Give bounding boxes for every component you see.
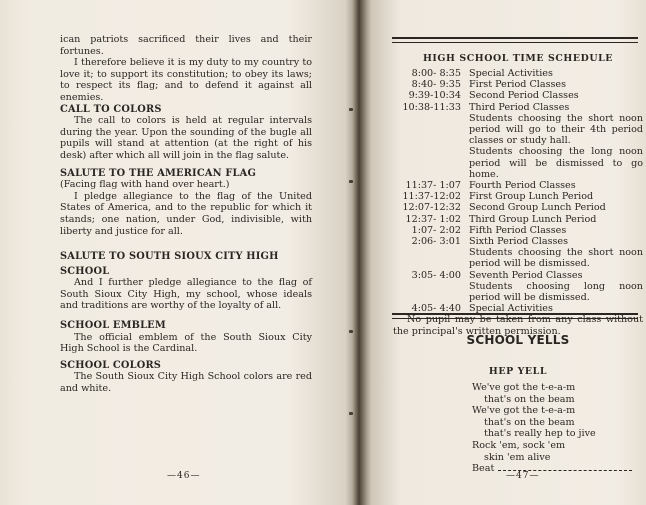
schedule-time: 3:05- 4:00: [411, 269, 461, 281]
top-rule-thin: [392, 42, 638, 43]
schedule-time: 1:07- 2:02: [411, 224, 461, 236]
salute-flag-text: I pledge allegiance to the flag of the United States of America, and to the republic for which it stands; one nation, under God, indivisible, with liberty and justice for all.: [60, 190, 312, 237]
schedule-event: Sixth Period Classes: [469, 236, 569, 248]
book-gutter: [352, 0, 366, 505]
salute-flag-subheading: (Facing flag with hand over heart.): [60, 179, 230, 191]
page-number-right: —47—: [506, 471, 540, 481]
page-number-left: —46—: [167, 471, 201, 481]
schedule-event: First Group Lunch Period: [469, 191, 594, 203]
call-to-colors-text: The call to colors is held at regular intervals during the year. Upon the sounding of the bugle all pupils will stand at attention (at the right of his desk) after which all will join in the flag salute.: [60, 115, 312, 161]
heading-salute-flag: SALUTE TO THE AMERICAN FLAG: [60, 167, 257, 179]
schedule-time: [393, 247, 469, 269]
schedule-event: Special Activities: [469, 68, 553, 79]
schedule-time: 8:40- 9:35: [411, 79, 461, 91]
schedule-event: Students choosing the short noon period will be dismissed.: [469, 247, 643, 270]
schedule-event: Third Group Lunch Period: [469, 213, 597, 225]
schedule-event: Students choosing the long noon period will be dismissed to go home.: [469, 146, 643, 180]
schedule-row: [393, 180, 643, 191]
schedule-row: [393, 236, 643, 247]
schedule-time: 9:39-10:34: [408, 90, 461, 102]
hep-yell-lyrics: [472, 382, 632, 475]
hep-yell-title: HEP YELL: [488, 366, 548, 377]
schedule-time: [393, 113, 469, 147]
schedule-event: First Period Classes: [469, 79, 567, 91]
schedule-row: [393, 68, 643, 79]
schedule-row: [393, 225, 643, 236]
binding-mark: [349, 108, 353, 111]
yell-line: that's on the beam: [484, 416, 575, 428]
yell-line: We've got the t-e-a-m: [472, 382, 576, 393]
schedule-title: HIGH SCHOOL TIME SCHEDULE: [422, 53, 614, 64]
left-page-text: [60, 34, 312, 395]
schedule-time: [393, 281, 469, 303]
school-emblem-text: The official emblem of the South Sioux City High School is the Cardinal.: [60, 331, 312, 355]
yell-line: Rock 'em, sock 'em: [472, 439, 566, 451]
schedule-row: [393, 191, 643, 202]
schedule-event: Second Period Classes: [469, 90, 579, 102]
top-rule: [392, 37, 638, 39]
schedule-row: [393, 79, 643, 90]
schedule-event: Seventh Period Classes: [469, 269, 583, 281]
schedule-event: Third Period Classes: [469, 101, 570, 113]
paragraph-creed: I therefore believe it is my duty to my country to love it; to support its constitution; to obey its laws; to respect its flag; and to defend it against all enemies.: [60, 57, 312, 103]
yell-line: skin 'em alive: [484, 451, 551, 463]
schedule-row: [393, 90, 643, 101]
schedule-event: Special Activities: [469, 303, 553, 315]
schedule-row: [393, 214, 643, 225]
schedule-event: Fourth Period Classes: [469, 180, 576, 192]
schedule-time: [393, 146, 469, 180]
middle-rule-thin: [392, 318, 638, 319]
schedule-row: [393, 247, 643, 269]
schedule-event: Students choosing long noon period will be dismissed.: [469, 280, 643, 304]
heading-salute-school: SALUTE TO SOUTH SIOUX CITY HIGH: [60, 251, 279, 263]
schedule-time: 2:06- 3:01: [411, 236, 461, 248]
binding-mark: [349, 180, 353, 183]
yell-line-text: Beat: [472, 463, 495, 475]
schedule-row: [393, 146, 643, 180]
schedule-time: 4:05- 4:40: [411, 303, 461, 315]
binding-mark: [349, 330, 353, 333]
schedule-time: 8:00- 8:35: [411, 68, 461, 79]
school-colors-text: The South Sioux City High School colors are red and white.: [60, 371, 312, 395]
schedule-time: 12:07-12:32: [402, 202, 461, 214]
yell-line: that's on the beam: [484, 393, 575, 405]
schedule-row: [393, 113, 643, 147]
yell-line: that's really hep to jive: [484, 428, 596, 440]
schedule-event: Students choosing the short noon period will go to their 4th period classes or study hall.: [469, 112, 643, 147]
schedule-event: Fifth Period Classes: [469, 224, 567, 236]
yell-line: [472, 463, 632, 475]
heading-call-to-colors: CALL TO COLORS: [60, 103, 162, 115]
schedule-row: [393, 270, 643, 281]
salute-school-text: And I further pledge allegiance to the flag of South Sioux City High, my school, whose ideals and traditions are worthy of the loyalty of all.: [60, 277, 312, 312]
paragraph-continuation: ican patriots sacrificed their lives and their fortunes.: [60, 34, 312, 57]
schedule-event: Second Group Lunch Period: [469, 202, 606, 214]
schedule-row: [393, 281, 643, 303]
heading-school-emblem: SCHOOL EMBLEM: [60, 320, 166, 332]
heading-salute-school-line2: SCHOOL: [60, 265, 110, 277]
school-yells-title: SCHOOL YELLS: [466, 333, 570, 347]
schedule-time: 12:37- 1:02: [405, 213, 461, 225]
schedule-time: 10:38-11:33: [402, 101, 461, 113]
yell-line: We've got the t-e-a-m: [472, 405, 576, 417]
schedule-note: No pupil may be taken from any class without the principal's written permission.: [393, 314, 643, 337]
schedule-table: [393, 68, 643, 337]
schedule-row: [393, 202, 643, 213]
heading-school-colors: SCHOOL COLORS: [60, 359, 162, 371]
binding-mark: [349, 412, 353, 415]
middle-rule: [392, 313, 638, 315]
schedule-time: 11:37- 1:07: [405, 180, 461, 192]
schedule-time: 11:37-12:02: [402, 191, 461, 203]
schedule-row: [393, 102, 643, 113]
